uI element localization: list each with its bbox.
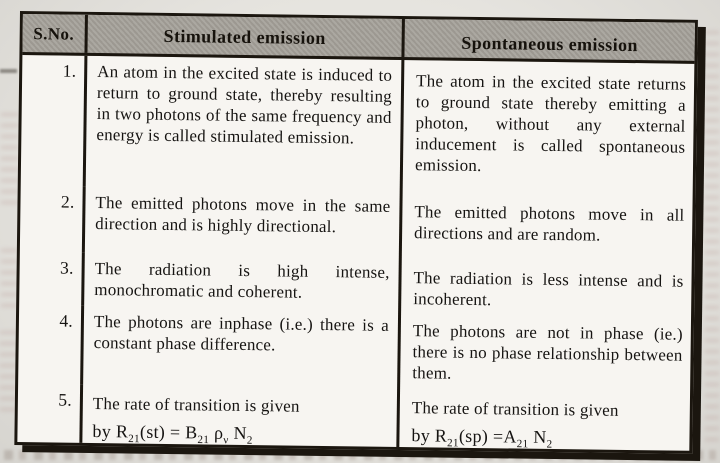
pen-mark-artifact <box>0 69 17 73</box>
table-row-1 <box>21 55 695 195</box>
spontaneous-rate-formula: by $R_{21}(sp) =A_{21}$ $N_2$ <box>411 425 553 451</box>
table-row-5 <box>17 384 690 451</box>
sno-cell: 3. <box>59 257 74 278</box>
bleed-through-artifact <box>1 248 17 310</box>
header-sno: S.No. <box>33 24 75 44</box>
bleed-through-artifact <box>705 24 719 444</box>
spontaneous-cell: The radiation is less intense and is incoherent. <box>413 268 684 310</box>
stimulated-cell <box>79 385 400 447</box>
spontaneous-cell: The atom in the excited state returns to ground state thereby emitting a photon, without any external inducement is called spontaneous emission. <box>414 71 687 176</box>
sno-cell: 5. <box>58 389 73 410</box>
table-row-4 <box>18 305 691 393</box>
spontaneous-cell: The photons are not in phase (ie.) there is no phase relationship between them. <box>412 321 683 383</box>
table-row-3 <box>19 252 692 314</box>
comparison-table <box>14 11 698 454</box>
stimulated-rate-formula: by $R_{21}(st) = B_{21}$ $\rho_\nu$ $N_2$ <box>92 420 253 447</box>
stimulated-cell: The photons are inphase (i.e.) there is a constant phase difference. <box>80 306 401 389</box>
rate-text: The rate of transition is given <box>92 393 300 416</box>
sno-cell: 2. <box>60 191 75 212</box>
spontaneous-cell <box>399 389 690 451</box>
stimulated-cell: An atom in the excited state is induced to return to ground state, thereby resulting in two photons of the same frequency and energy is called stimulated emission. <box>83 56 405 191</box>
sno-cell: 4. <box>59 310 74 331</box>
spontaneous-cell: The emitted photons move in all directions and are random. <box>414 202 685 245</box>
header-spontaneous: Spontaneous emission <box>461 32 639 56</box>
stimulated-cell: The radiation is high intense, monochromatic and coherent. <box>81 253 402 310</box>
rate-text: The rate of transition is given <box>411 398 619 420</box>
header-stimulated: Stimulated emission <box>84 15 404 57</box>
sno-cell: 1. <box>62 60 77 81</box>
bleed-through-artifact <box>1 112 18 207</box>
table-row-2 <box>20 186 693 261</box>
stimulated-cell: The emitted photons move in the same direction and is highly directional. <box>82 187 403 257</box>
